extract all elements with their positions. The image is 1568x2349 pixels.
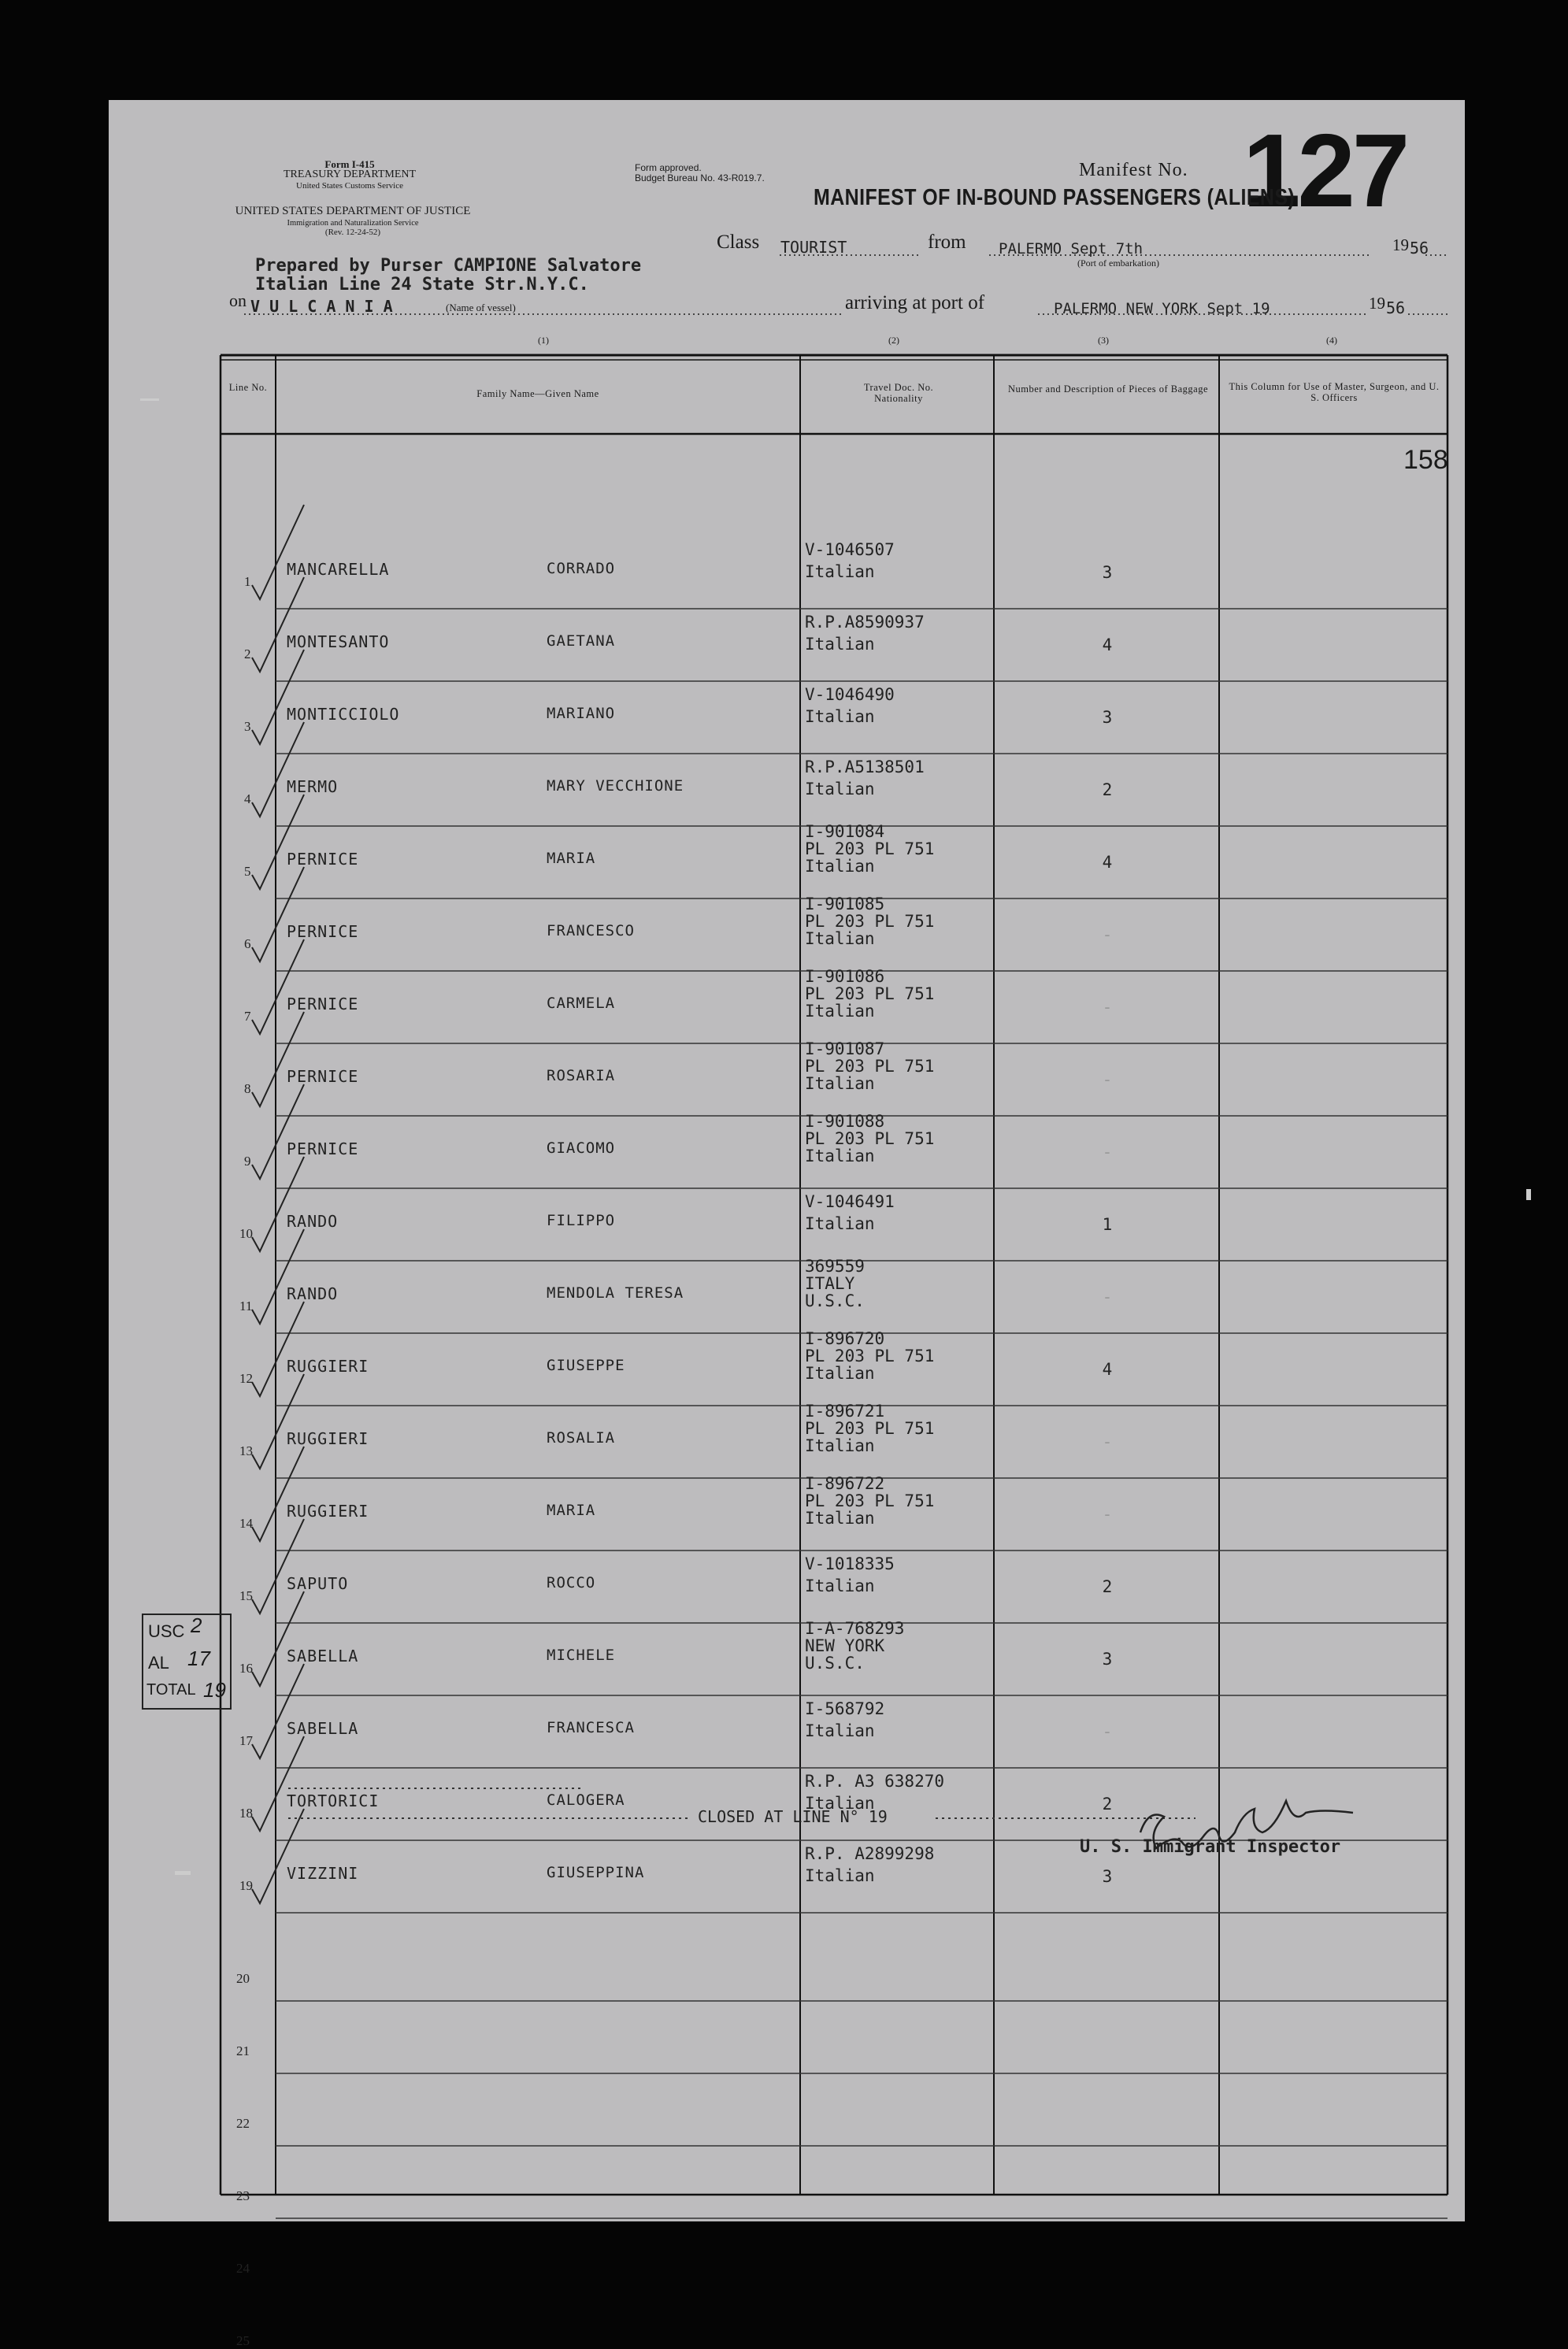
table-row — [109, 1695, 1465, 1768]
line-number: 17 — [239, 1733, 253, 1748]
from-label: from — [928, 232, 966, 253]
scan-mark — [140, 398, 159, 401]
col-header-travel-doc: Travel Doc. No. Nationality — [863, 382, 934, 404]
baggage-count: - — [1102, 925, 1113, 944]
travel-doc-line: R.P. A2899298 — [805, 1844, 935, 1863]
vessel-name: V U L C A N I A — [250, 297, 393, 316]
col-header-baggage: Number and Description of Pieces of Baggage — [1007, 383, 1209, 395]
line-number: 14 — [239, 1516, 253, 1531]
family-name: MONTESANTO — [287, 632, 390, 651]
line-address: Italian Line 24 State Str.N.Y.C. — [255, 275, 589, 295]
line-number: 10 — [239, 1226, 253, 1241]
ins-label: Immigration and Naturalization Service — [287, 219, 419, 228]
family-name: PERNICE — [287, 995, 359, 1013]
given-name: MENDOLA TERESA — [547, 1284, 684, 1302]
table-row — [109, 1768, 1465, 1840]
line-number: 2 — [244, 647, 251, 661]
travel-doc-line: Italian — [805, 780, 875, 798]
travel-doc-line: U.S.C. — [805, 1654, 865, 1673]
given-name: GAETANA — [547, 632, 616, 650]
arriving-value: PALERMO NEW YORK Sept 19 — [1054, 300, 1270, 317]
col-header-officers: This Column for Use of Master, Surgeon, and U. S. Officers — [1229, 381, 1440, 403]
line-number: 6 — [244, 936, 251, 951]
baggage-count: - — [1102, 1505, 1113, 1524]
baggage-count: 4 — [1102, 635, 1113, 654]
line-number: 12 — [239, 1371, 253, 1386]
inspector-label: U. S. Immigrant Inspector — [1080, 1837, 1341, 1857]
family-name: PERNICE — [287, 922, 359, 941]
given-name: FRANCESCO — [547, 922, 635, 939]
travel-doc-line: I-896720 — [805, 1329, 885, 1348]
line-number: 9 — [244, 1154, 251, 1169]
given-name: MARIA — [547, 850, 596, 867]
travel-doc-line: PL 203 PL 751 — [805, 1347, 935, 1365]
family-name: RANDO — [287, 1284, 339, 1303]
travel-doc-line: R.P.A8590937 — [805, 613, 925, 632]
col-header-name: Family Name—Given Name — [476, 388, 599, 399]
travel-doc-line: R.P.A5138501 — [805, 758, 925, 776]
table-row — [109, 754, 1465, 826]
baggage-count: - — [1102, 1143, 1113, 1162]
family-name: PERNICE — [287, 1067, 359, 1086]
travel-doc-line: Italian — [805, 1721, 875, 1740]
travel-doc-line: V-1018335 — [805, 1554, 895, 1573]
line-number: 16 — [239, 1661, 253, 1676]
travel-doc-line: Italian — [805, 1002, 875, 1021]
family-name: VIZZINI — [287, 1864, 359, 1883]
on-label: on — [229, 291, 247, 310]
vessel-label: (Name of vessel) — [446, 302, 516, 313]
tally-total-label: TOTAL — [146, 1681, 196, 1699]
manifest-page — [109, 100, 1465, 2348]
family-name: SABELLA — [287, 1719, 359, 1738]
tally-al-value: 17 — [187, 1647, 210, 1670]
table-row — [109, 1039, 1465, 1116]
travel-doc-line: PL 203 PL 751 — [805, 839, 935, 858]
line-number: 18 — [239, 1806, 253, 1821]
year-prefix-2: 19 — [1369, 294, 1385, 313]
travel-doc-line: ITALY — [805, 1274, 855, 1293]
given-name: GIACOMO — [547, 1139, 616, 1157]
manifest-no-label: Manifest No. — [1079, 160, 1188, 180]
travel-doc-line: I-896722 — [805, 1474, 885, 1493]
travel-doc-line: Italian — [805, 635, 875, 654]
travel-doc-line: Italian — [805, 1074, 875, 1093]
table-row — [109, 967, 1465, 1043]
travel-doc-line: Italian — [805, 1436, 875, 1455]
baggage-count: - — [1102, 1288, 1113, 1306]
travel-doc-line: PL 203 PL 751 — [805, 984, 935, 1003]
prepared-by: Prepared by Purser CAMPIONE Salvatore — [255, 256, 642, 276]
line-number: 15 — [239, 1588, 253, 1603]
baggage-count: - — [1102, 1432, 1113, 1451]
class-label: Class — [717, 232, 760, 253]
travel-doc-line: Italian — [805, 707, 875, 726]
family-name: RUGGIERI — [287, 1429, 369, 1448]
travel-doc-line: Italian — [805, 857, 875, 876]
travel-doc-line: Italian — [805, 929, 875, 948]
baggage-count: 4 — [1102, 853, 1113, 872]
family-name: SAPUTO — [287, 1574, 349, 1593]
budget-bureau: Budget Bureau No. 43-R019.7. — [635, 172, 765, 183]
travel-doc-line: V-1046490 — [805, 685, 895, 704]
table-row — [109, 1188, 1465, 1261]
travel-doc-line: Italian — [805, 1509, 875, 1528]
travel-doc-line: PL 203 PL 751 — [805, 912, 935, 931]
tally-al-label: AL — [148, 1653, 169, 1673]
travel-doc-line: Italian — [805, 1576, 875, 1595]
baggage-count: 1 — [1102, 1215, 1113, 1234]
family-name: RUGGIERI — [287, 1502, 369, 1521]
given-name: ROCCO — [547, 1574, 596, 1591]
treasury-department: TREASURY DEPARTMENT — [283, 169, 417, 180]
travel-doc-line: I-901084 — [805, 822, 885, 841]
travel-doc-line: V-1046491 — [805, 1192, 895, 1211]
given-name: ROSALIA — [547, 1429, 616, 1447]
column-number-3: (3) — [1098, 335, 1109, 346]
baggage-count: - — [1102, 1722, 1113, 1741]
revision-label: (Rev. 12-24-52) — [324, 228, 381, 237]
tally-box — [142, 1614, 232, 1710]
line-number: 25 — [236, 2333, 250, 2348]
travel-doc-line: PL 203 PL 751 — [805, 1129, 935, 1148]
given-name: GIUSEPPE — [547, 1357, 625, 1374]
class-value: TOURIST — [780, 238, 847, 257]
travel-doc-line: PL 203 PL 751 — [805, 1491, 935, 1510]
given-name: CALOGERA — [547, 1791, 625, 1809]
form-number: Form I-415 — [324, 158, 375, 170]
travel-doc-line: I-896721 — [805, 1402, 885, 1421]
tally-usc-value: 2 — [191, 1614, 202, 1637]
travel-doc-line: Italian — [805, 1364, 875, 1383]
line-number: 5 — [244, 864, 251, 879]
travel-doc-line: I-901088 — [805, 1112, 885, 1131]
line-number: 13 — [239, 1443, 253, 1458]
baggage-count: 2 — [1102, 1795, 1113, 1814]
year-value-1: 56 — [1410, 239, 1429, 258]
line-number: 7 — [244, 1009, 251, 1024]
justice-department: UNITED STATES DEPARTMENT OF JUSTICE — [235, 205, 471, 217]
customs-service: United States Customs Service — [296, 181, 403, 191]
line-number: 8 — [244, 1081, 251, 1096]
baggage-count: 4 — [1102, 1360, 1113, 1379]
baggage-count: - — [1102, 998, 1113, 1017]
line-number: 20 — [236, 1971, 250, 1986]
tally-total-value: 19 — [203, 1678, 226, 1702]
table-row — [109, 895, 1465, 971]
page-number: 158 — [1403, 445, 1448, 475]
travel-doc-line: Italian — [805, 1794, 875, 1813]
line-number: 23 — [236, 2188, 250, 2203]
baggage-count: 3 — [1102, 1867, 1113, 1886]
line-number: 22 — [236, 2116, 250, 2131]
port-embarkation-label: (Port of embarkation) — [1077, 258, 1159, 269]
given-name: GIUSEPPINA — [547, 1864, 645, 1881]
table-row — [109, 681, 1465, 754]
family-name: MONTICCIOLO — [287, 705, 400, 724]
family-name: PERNICE — [287, 1139, 359, 1158]
closed-at-line: CLOSED AT LINE N° 19 — [698, 1807, 888, 1826]
scan-mark — [175, 1871, 191, 1875]
travel-doc-line: PL 203 PL 751 — [805, 1419, 935, 1438]
column-number-4: (4) — [1326, 335, 1337, 346]
baggage-count: 2 — [1102, 1577, 1113, 1596]
given-name: FILIPPO — [547, 1212, 616, 1229]
table-row — [109, 1112, 1465, 1188]
travel-doc-line: I-A-768293 — [805, 1619, 905, 1638]
form-approved: Form approved. — [635, 162, 702, 173]
travel-doc-line: I-901085 — [805, 895, 885, 913]
travel-doc-line: PL 203 PL 751 — [805, 1057, 935, 1076]
travel-doc-line: Italian — [805, 1147, 875, 1165]
travel-doc-line: U.S.C. — [805, 1291, 865, 1310]
baggage-count: 3 — [1102, 708, 1113, 727]
travel-doc-line: NEW YORK — [805, 1636, 885, 1655]
given-name: MICHELE — [547, 1647, 616, 1664]
table-row — [109, 822, 1465, 898]
table-row — [109, 1402, 1465, 1478]
scan-mark — [1526, 1189, 1531, 1200]
travel-doc-line: V-1046507 — [805, 540, 895, 559]
table-row — [109, 1619, 1465, 1695]
given-name: MARIA — [547, 1502, 596, 1519]
given-name: FRANCESCA — [547, 1719, 635, 1736]
year-value-2: 56 — [1386, 298, 1406, 317]
line-number: 24 — [236, 2261, 250, 2276]
travel-doc-line: I-901087 — [805, 1039, 885, 1058]
year-prefix-1: 19 — [1392, 235, 1409, 254]
line-number: 21 — [236, 2043, 250, 2058]
baggage-count: 2 — [1102, 780, 1113, 799]
table-row — [109, 1474, 1465, 1551]
table-row — [109, 1257, 1465, 1333]
given-name: MARY VECCHIONE — [547, 777, 684, 795]
table-row — [109, 1329, 1465, 1406]
col-header-line-no: Line No. — [228, 382, 268, 393]
travel-doc-line: I-568792 — [805, 1699, 885, 1718]
line-number: 11 — [239, 1299, 253, 1313]
given-name: MARIANO — [547, 705, 616, 722]
travel-doc-line: R.P. A3 638270 — [805, 1772, 945, 1791]
given-name: ROSARIA — [547, 1067, 616, 1084]
travel-doc-line: Italian — [805, 1866, 875, 1885]
line-number: 4 — [244, 791, 251, 806]
from-value: PALERMO Sept 7th — [999, 240, 1144, 258]
baggage-count: - — [1102, 1070, 1113, 1089]
family-name: MANCARELLA — [287, 560, 390, 579]
family-name: PERNICE — [287, 850, 359, 869]
manifest-title: MANIFEST OF IN-BOUND PASSENGERS (ALIENS) — [814, 185, 1296, 210]
line-number: 3 — [244, 719, 251, 734]
table-row — [109, 609, 1465, 681]
line-number: 19 — [239, 1878, 253, 1893]
column-number-1: (1) — [538, 335, 549, 346]
given-name: CORRADO — [547, 560, 616, 577]
line-number: 1 — [244, 574, 251, 589]
family-name: SABELLA — [287, 1647, 359, 1665]
arriving-label: arriving at port of — [845, 292, 985, 313]
travel-doc-line: Italian — [805, 562, 875, 581]
table-row — [109, 536, 1465, 609]
family-name: RANDO — [287, 1212, 339, 1231]
family-name: TORTORICI — [287, 1791, 380, 1810]
travel-doc-line: 369559 — [805, 1257, 865, 1276]
travel-doc-line: I-901086 — [805, 967, 885, 986]
column-number-2: (2) — [888, 335, 899, 346]
travel-doc-line: Italian — [805, 1214, 875, 1233]
table-row — [109, 1551, 1465, 1623]
baggage-count: 3 — [1102, 1650, 1113, 1669]
given-name: CARMELA — [547, 995, 616, 1012]
family-name: RUGGIERI — [287, 1357, 369, 1376]
baggage-count: 3 — [1102, 563, 1113, 582]
tally-usc-label: USC — [148, 1621, 185, 1641]
manifest-number: 127 — [1243, 113, 1407, 228]
family-name: MERMO — [287, 777, 339, 796]
